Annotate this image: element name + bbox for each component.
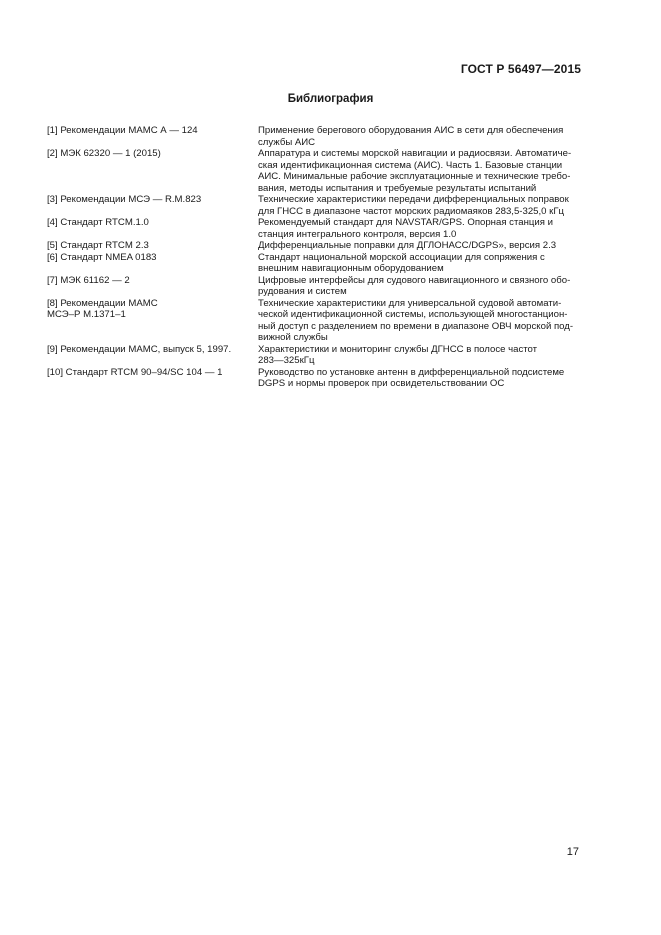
entry-description: Рекомендуемый стандарт для NAVSTAR/GPS. Опорная станция и станция интегрального контроля, версия 1.0 bbox=[258, 217, 553, 240]
entry-description: Характеристики и мониторинг службы ДГНСС в полосе частот 283—325кГц bbox=[258, 343, 538, 366]
page-number: 17 bbox=[566, 846, 579, 858]
entry-reference: [8] Рекомендации МАМС МСЭ–Р М.1371–1 bbox=[47, 297, 158, 320]
entry-description: Дифференциальные поправки для ДГЛОНАСС/DGPS», версия 2.3 bbox=[258, 240, 557, 251]
entry-reference: [5] Стандарт RTCM 2.3 bbox=[47, 240, 149, 251]
bibliography-entry bbox=[47, 344, 581, 367]
bibliography-entry bbox=[47, 217, 581, 240]
entry-reference: [2] МЭК 62320 — 1 (2015) bbox=[47, 148, 161, 159]
entry-reference: [6] Стандарт NMEA 0183 bbox=[47, 251, 157, 263]
entry-reference: [3] Рекомендации МСЭ — R.M.823 bbox=[47, 194, 202, 205]
entry-description: Цифровые интерфейсы для судового навигационного и связного обо- рудования и систем bbox=[258, 274, 571, 297]
entry-description: Применение берегового оборудования АИС в сети для обеспечения службы АИС bbox=[258, 125, 564, 148]
entry-reference: [10] Стандарт RTCM 90–94/SC 104 — 1 bbox=[47, 366, 223, 378]
standard-code: ГОСТ Р 56497—2015 bbox=[460, 62, 581, 76]
bibliography-entry bbox=[47, 298, 581, 344]
bibliography-entry bbox=[47, 240, 581, 252]
entry-description: Руководство по установке антенн в дифференциальной подсистеме DGPS и нормы проверок при освидетельствовании ОС bbox=[258, 366, 565, 389]
bibliography-entry bbox=[47, 125, 581, 148]
entry-description: Стандарт национальной морской ассоциации для сопряжения с внешним навигационным оборудованием bbox=[258, 251, 545, 274]
bibliography-entry bbox=[47, 252, 581, 275]
entry-reference: [9] Рекомендации МАМС, выпуск 5, 1997. bbox=[47, 343, 232, 355]
entry-description: Технические характеристики для универсальной судовой автомати- ческой идентификационной системы, использующей многостанцион- ный доступ с разделением по времени в диапазоне ОВЧ морской под- вижной службы bbox=[258, 297, 574, 343]
bibliography-entry bbox=[47, 367, 581, 390]
entry-reference: [7] МЭК 61162 — 2 bbox=[47, 274, 130, 286]
bibliography-title: Библиография bbox=[287, 93, 374, 105]
bibliography-entry bbox=[47, 275, 581, 298]
bibliography-entry bbox=[47, 194, 581, 217]
entry-description: Технические характеристики передачи дифференциальных поправок для ГНСС в диапазоне частот морских радиомаяков 283,5-325,0 кГц bbox=[258, 194, 569, 217]
entry-description: Аппаратура и системы морской навигации и радиосвязи. Автоматиче- ская идентификационная система (АИС). Часть 1. Базовые станции АИС. Минимальные рабочие эксплуатационные и технические требо- вания, методы испытания и требуемые результаты испытаний bbox=[258, 148, 572, 194]
entry-reference: [4] Стандарт RTCM.1.0 bbox=[47, 217, 149, 228]
bibliography-entry bbox=[47, 148, 581, 194]
entry-reference: [1] Рекомендации МАМС А — 124 bbox=[47, 125, 198, 136]
bibliography-list bbox=[47, 125, 581, 390]
